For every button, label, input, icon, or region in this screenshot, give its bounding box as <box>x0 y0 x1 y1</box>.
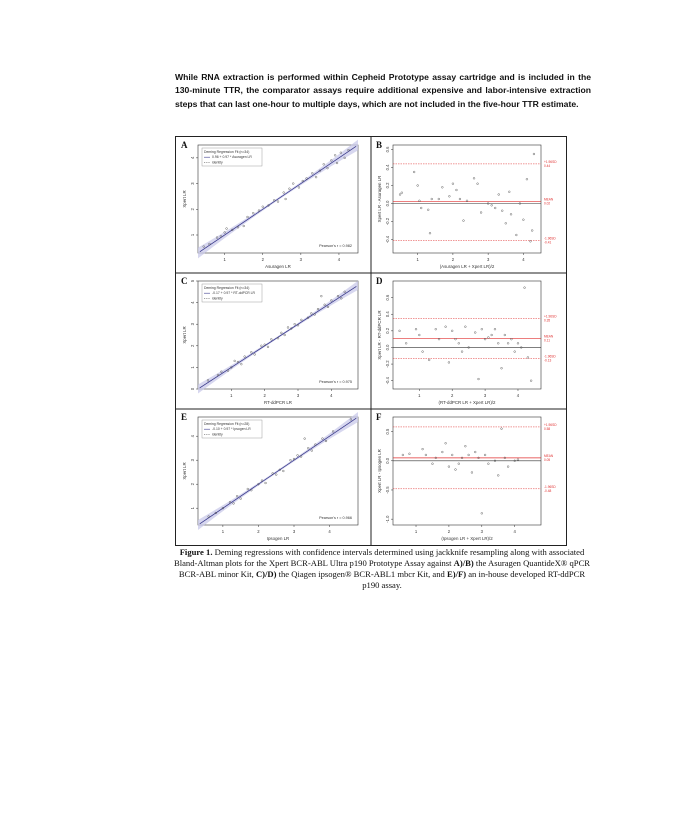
x-tick-label: 1 <box>414 529 418 534</box>
data-point <box>527 357 529 359</box>
data-point <box>501 367 503 369</box>
data-point <box>262 206 264 208</box>
pearson-annotation: Pearson's r = 0.982 <box>319 244 352 248</box>
data-point <box>402 454 404 456</box>
data-point <box>315 176 317 178</box>
caption-ref-cd: C)/D) <box>255 569 277 579</box>
y-tick-label: 3 <box>190 459 195 462</box>
panel-b <box>376 140 557 269</box>
y-tick-label: 2 <box>190 483 195 486</box>
y-axis-label: Xpert LR - Asuragen LR <box>377 175 382 223</box>
plot-frame <box>393 281 541 389</box>
data-point <box>418 334 420 336</box>
data-point <box>300 319 302 321</box>
data-point <box>522 219 524 221</box>
x-tick-label: 2 <box>451 393 454 398</box>
data-point <box>531 230 533 232</box>
legend-entry: identity <box>212 296 223 301</box>
panel-e <box>181 412 358 541</box>
x-axis-label: Asuragen LR <box>265 264 291 269</box>
data-point <box>481 328 483 330</box>
upper-loa-label: +1.96SD <box>544 422 557 427</box>
x-tick-label: 2 <box>257 529 260 534</box>
y-tick-label: 0.2 <box>385 327 390 334</box>
intro-paragraph: While RNA extraction is performed within Cepheid Prototype assay cartridge and is included in the 130-minute TTR, the comparator assays require additional expensive and labor-intensive extraction steps that can last one-hour to multiple days, which are not included in the five-hour TTR estimate. <box>175 72 591 109</box>
data-point <box>445 326 447 328</box>
data-point <box>270 338 272 340</box>
x-tick-label: 3 <box>296 393 300 398</box>
x-tick-label: 4 <box>337 257 341 262</box>
data-point <box>409 453 411 455</box>
data-point <box>280 332 282 334</box>
panel-letter: C <box>181 276 188 286</box>
x-tick-label: 1 <box>416 257 419 262</box>
x-tick-label: 3 <box>299 257 303 262</box>
x-tick-label: 4 <box>513 529 516 534</box>
upper-loa-value: 0.35 <box>544 318 551 323</box>
data-point <box>422 351 424 353</box>
data-point <box>425 454 427 456</box>
data-point <box>247 216 249 218</box>
data-point <box>491 204 493 206</box>
y-tick-label: 5 <box>190 279 195 283</box>
x-tick-label: 3 <box>483 393 487 398</box>
data-point <box>226 228 228 230</box>
data-point <box>438 198 440 200</box>
y-tick-label: 0.4 <box>385 164 390 171</box>
data-point <box>445 442 447 444</box>
y-tick-label: 4 <box>190 301 195 304</box>
lower-loa-value: -0.41 <box>544 240 552 245</box>
data-point <box>497 474 499 476</box>
y-axis-label: Xpert LR - RT-ddPCR LR <box>377 310 382 360</box>
mean-value: 0.05 <box>544 457 551 462</box>
x-axis-label: (Ipsogen LR + Xpert LR)/2 <box>441 536 493 541</box>
lower-loa-label: -1.96SD <box>544 236 556 241</box>
data-point <box>427 209 429 211</box>
caption-ref-ab: A)/B) <box>453 558 474 568</box>
y-axis-label: Xpert LR <box>182 190 187 208</box>
panel-letter: B <box>376 140 383 150</box>
x-tick-label: 4 <box>328 529 331 534</box>
x-axis-label: (Asuragen LR + Xpert LR)/2 <box>439 264 495 269</box>
y-tick-label: -0.4 <box>385 377 390 385</box>
data-point <box>422 448 424 450</box>
y-tick-label: -1.0 <box>385 515 390 523</box>
data-point <box>464 445 466 447</box>
x-tick-label: 4 <box>522 257 525 262</box>
y-tick-label: -0.5 <box>385 486 390 494</box>
x-tick-label: 2 <box>261 257 264 262</box>
data-point <box>494 207 496 209</box>
data-point <box>297 455 299 457</box>
panel-a <box>181 140 358 269</box>
data-point <box>474 332 476 334</box>
legend-entry: -0.17 + 0.97 * RT-ddPCR LR <box>212 291 256 296</box>
data-point <box>417 185 419 187</box>
panel-letter: A <box>181 140 188 150</box>
x-tick-label: 2 <box>263 393 266 398</box>
data-point <box>429 232 431 234</box>
mean-label: MEAN <box>544 453 554 458</box>
y-tick-label: 0.2 <box>385 182 390 189</box>
legend-entry: 0.96 + 0.97 * Asuragen LR <box>212 155 252 160</box>
data-point <box>501 428 503 430</box>
data-point <box>243 225 245 227</box>
upper-loa-value: 0.58 <box>544 426 551 431</box>
y-tick-label: 0.6 <box>385 294 390 301</box>
data-point <box>473 177 475 179</box>
data-point <box>530 240 532 242</box>
mean-label: MEAN <box>544 197 554 202</box>
panel-letter: E <box>181 412 188 422</box>
data-point <box>468 454 470 456</box>
caption-part-1: Deming regressions with confidence intervals determined using jackknife resampling along with associated Bland-Altman plots for the Xpert BCR-ABL Ultra p190 Prototype Assay against <box>173 547 585 568</box>
data-point <box>252 212 254 214</box>
lower-loa-value: -0.13 <box>544 358 552 363</box>
data-point <box>289 188 291 190</box>
y-axis-label: Xpert LR - Ipsogen LR <box>377 449 382 493</box>
data-point <box>494 328 496 330</box>
upper-loa-label: +1.96SD <box>544 314 557 319</box>
caption-part-4: an in-house developed RT-ddPCR p190 assay. <box>362 569 586 590</box>
data-point <box>459 198 461 200</box>
pearson-annotation: Pearson's r = 0.975 <box>319 380 352 384</box>
data-point <box>515 234 517 236</box>
data-point <box>471 472 473 474</box>
data-point <box>413 171 415 173</box>
data-point <box>247 488 249 490</box>
y-tick-label: -0.2 <box>385 217 390 226</box>
y-tick-label: 0.6 <box>385 146 390 153</box>
y-tick-label: 3 <box>190 182 195 185</box>
x-axis-label: RT-ddPCR LR <box>264 400 292 405</box>
data-point <box>517 459 519 461</box>
plot-frame <box>393 417 541 525</box>
data-point <box>448 466 450 468</box>
caption-ref-ef: E)/F) <box>446 569 467 579</box>
data-point <box>254 354 256 356</box>
data-point <box>498 194 500 196</box>
legend-entry: identity <box>212 160 223 165</box>
data-point <box>265 482 267 484</box>
figure-caption <box>172 547 592 591</box>
x-tick-label: 3 <box>292 529 296 534</box>
y-tick-label: -0.2 <box>385 360 390 368</box>
y-tick-label: -0.4 <box>385 235 390 244</box>
caption-part-3: the Qiagen ipsogen® BCR-ABL1 mbcr Kit, and <box>276 569 447 579</box>
legend-entry: Deming Regression Fit (n=34) <box>204 286 250 290</box>
legend-entry: Deming Regression Fit (n=34) <box>204 150 250 154</box>
data-point <box>507 342 509 344</box>
y-tick-label: 3 <box>190 323 195 326</box>
panel-f <box>376 412 557 541</box>
y-tick-label: 0.4 <box>385 311 390 318</box>
panel-c <box>181 276 358 405</box>
data-point <box>487 463 489 465</box>
data-point <box>530 380 532 382</box>
data-point <box>399 194 401 196</box>
data-point <box>505 222 507 224</box>
y-tick-label: 2 <box>190 344 195 347</box>
data-point <box>477 183 479 185</box>
pearson-annotation: Pearson's r = 0.966 <box>319 516 352 520</box>
panel-letter: D <box>376 276 383 286</box>
data-point <box>284 334 286 336</box>
legend-entry: Deming Regression Fit (n=28) <box>204 422 250 426</box>
y-tick-label: 2 <box>190 208 195 211</box>
y-tick-label: 0.0 <box>385 344 390 351</box>
data-point <box>428 359 430 361</box>
data-point <box>420 207 422 209</box>
figure-1-svg <box>176 137 566 545</box>
legend <box>202 420 262 438</box>
data-point <box>431 198 433 200</box>
data-point <box>508 191 510 193</box>
x-tick-label: 2 <box>451 257 455 262</box>
data-point <box>441 186 443 188</box>
data-point <box>455 469 457 471</box>
data-point <box>461 351 463 353</box>
y-tick-label: 0.5 <box>385 428 390 435</box>
data-point <box>287 327 289 329</box>
data-point <box>250 351 252 353</box>
caption-label: Figure 1. <box>179 547 213 557</box>
data-point <box>497 342 499 344</box>
data-point <box>478 378 480 380</box>
data-point <box>441 451 443 453</box>
data-point <box>474 451 476 453</box>
data-point <box>234 360 236 362</box>
y-tick-label: 0 <box>190 387 195 391</box>
y-tick-label: 1 <box>190 233 195 237</box>
x-tick-label: 1 <box>418 393 421 398</box>
y-tick-label: 0.0 <box>385 457 390 464</box>
data-point <box>285 198 287 200</box>
mean-value: 0.02 <box>544 201 551 206</box>
caption-part-2: the Asuragen QuantideX® qPCR BCR-ABL minor Kit, <box>178 558 591 579</box>
data-point <box>517 342 519 344</box>
data-point <box>484 454 486 456</box>
data-point <box>524 287 526 289</box>
data-point <box>480 212 482 214</box>
legend <box>202 148 262 166</box>
x-tick-label: 3 <box>480 529 483 534</box>
legend <box>202 284 262 302</box>
data-point <box>464 326 466 328</box>
x-tick-label: 4 <box>330 393 333 398</box>
y-tick-label: 0.0 <box>385 200 390 207</box>
data-point <box>277 201 279 203</box>
y-tick-label: 4 <box>190 156 195 160</box>
y-tick-label: 1 <box>190 507 195 510</box>
data-point <box>304 438 306 440</box>
data-point <box>448 362 450 364</box>
data-point <box>399 330 401 332</box>
plot-frame <box>393 145 541 253</box>
data-point <box>283 192 285 194</box>
data-point <box>323 163 325 165</box>
legend-entry: identity <box>212 432 223 437</box>
data-point <box>452 183 454 185</box>
mean-value: 0.11 <box>544 338 550 343</box>
data-point <box>405 342 407 344</box>
x-axis-label: Ipsogen LR <box>266 536 290 541</box>
data-point <box>507 466 509 468</box>
data-point <box>432 463 434 465</box>
data-point <box>458 463 460 465</box>
figure-1-panels <box>175 136 567 546</box>
mean-label: MEAN <box>544 334 554 339</box>
panel-letter: F <box>376 412 382 422</box>
data-point <box>292 183 294 185</box>
y-tick-label: 1 <box>190 366 195 369</box>
data-point <box>401 192 403 194</box>
y-tick-label: 4 <box>190 435 195 438</box>
data-point <box>504 334 506 336</box>
data-point <box>510 213 512 215</box>
data-point <box>481 512 483 514</box>
x-tick-label: 2 <box>447 529 451 534</box>
data-point <box>501 210 503 212</box>
data-point <box>282 470 284 472</box>
data-point <box>294 323 296 325</box>
data-point <box>514 351 516 353</box>
x-tick-label: 4 <box>516 393 520 398</box>
data-point <box>320 295 322 297</box>
data-point <box>491 334 493 336</box>
data-point <box>451 454 453 456</box>
data-point <box>456 189 458 191</box>
upper-loa-value: 0.44 <box>544 163 551 168</box>
data-point <box>290 459 292 461</box>
data-point <box>526 178 528 180</box>
lower-loa-label: -1.96SD <box>544 354 556 359</box>
legend-entry: -0.10 + 0.97 * Ipsogen LR <box>212 427 251 432</box>
data-point <box>415 328 417 330</box>
y-axis-label: Xpert LR <box>182 326 187 344</box>
data-point <box>267 346 269 348</box>
lower-loa-label: -1.96SD <box>544 484 556 489</box>
lower-loa-value: -0.48 <box>544 488 552 493</box>
data-point <box>334 154 336 156</box>
data-point <box>463 220 465 222</box>
data-point <box>307 447 309 449</box>
data-point <box>533 153 535 155</box>
data-point <box>260 345 262 347</box>
x-tick-label: 1 <box>230 393 233 398</box>
upper-loa-label: +1.96SD <box>544 159 557 164</box>
data-point <box>458 342 460 344</box>
x-tick-label: 1 <box>223 257 226 262</box>
data-point <box>298 187 300 189</box>
x-tick-label: 1 <box>221 529 225 534</box>
data-point <box>451 330 453 332</box>
data-point <box>275 474 277 476</box>
x-tick-label: 3 <box>486 257 490 262</box>
data-point <box>240 363 242 365</box>
data-point <box>448 195 450 197</box>
data-point <box>435 328 437 330</box>
panel-d <box>376 276 557 405</box>
x-axis-label: (RT-ddPCR LR + Xpert LR)/2 <box>438 400 496 405</box>
y-axis-label: Xpert LR <box>182 462 187 480</box>
